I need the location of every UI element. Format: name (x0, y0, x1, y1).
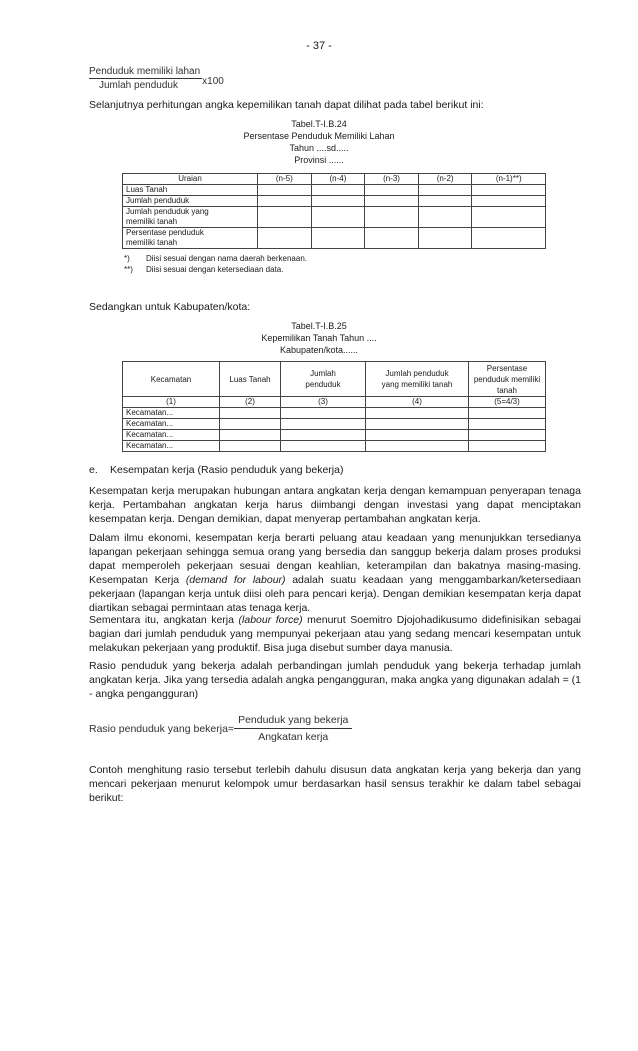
table-cell (258, 196, 312, 207)
footnote-mark: **) (124, 265, 133, 274)
header-line: Luas Tanah (229, 374, 271, 384)
table-header-row (123, 174, 546, 185)
header-line: Persentase (486, 363, 528, 373)
header-line: Kecamatan (150, 374, 192, 384)
row-label: Luas Tanah (123, 185, 258, 196)
header-cell: (n-5) (258, 174, 312, 185)
table-row (123, 441, 546, 452)
table-cell (258, 207, 312, 228)
header-cell: Uraian (123, 174, 258, 185)
table1-caption-line: Persentase Penduduk Memiliki Lahan (243, 131, 395, 141)
table-cell (418, 185, 472, 196)
table-cell (258, 185, 312, 196)
table-cell (258, 228, 312, 249)
header-cell (281, 362, 366, 397)
table1-caption-line: Tahun ....sd..... (289, 143, 349, 153)
table2-caption (0, 320, 638, 356)
table1-caption-line: Tabel.T-I.B.24 (291, 119, 347, 129)
header-cell (469, 362, 546, 397)
table-row (123, 419, 546, 430)
formula-denominator: Jumlah penduduk (99, 80, 178, 91)
section-e-heading (89, 464, 343, 476)
table-cell (472, 196, 546, 207)
table-row (123, 228, 546, 249)
table-cell (365, 196, 419, 207)
table2-caption-line: Kabupaten/kota...... (279, 345, 359, 355)
header-cell: (n-1)**) (472, 174, 546, 185)
table-cell (365, 185, 419, 196)
row-label (123, 228, 258, 249)
table-cell (366, 441, 469, 452)
header-cell (220, 362, 281, 397)
table-cell (365, 228, 419, 249)
footnote-text: Diisi sesuai dengan ketersediaan data. (146, 265, 284, 274)
table1-footnotes (124, 253, 307, 275)
footnote (124, 253, 307, 264)
italic-term: (labour force) (238, 614, 303, 626)
ownership-formula (89, 66, 224, 91)
table-cell (469, 408, 546, 419)
text-segment: menurut Soemitro Djojohadikusumo didefinisikan sebagai bagian dari jumlah penduduk yang mempunyai pekerjaan atau yang sedang mencari kesempatan untuk melakukan pekerjaan yang produktif. Bisa juga disebut sumber daya manusia. (89, 614, 581, 654)
row-label-line: Jumlah penduduk yang (126, 207, 209, 216)
header-cell: (n-3) (365, 174, 419, 185)
formula-multiplier: x100 (202, 76, 224, 87)
ratio-formula (89, 714, 352, 743)
table-cell (469, 430, 546, 441)
table-cell (472, 185, 546, 196)
header-line: Jumlah (310, 369, 336, 378)
table-cell (472, 228, 546, 249)
formula-fraction (89, 66, 202, 91)
column-number: (5=4/3) (469, 397, 546, 408)
table-cell (220, 419, 281, 430)
formula-denominator: Angkatan kerja (258, 731, 329, 743)
table-row (123, 430, 546, 441)
column-number: (3) (281, 397, 366, 408)
footnote-text: Diisi sesuai dengan nama daerah berkenaan. (146, 254, 307, 263)
land-ownership-table (122, 173, 546, 249)
header-cell (366, 362, 469, 397)
header-line: penduduk (305, 380, 341, 389)
table2-caption-line: Kepemilikan Tanah Tahun .... (261, 333, 377, 343)
row-label: Kecamatan... (123, 419, 220, 430)
column-number: (1) (123, 397, 220, 408)
footnote-mark: *) (124, 254, 130, 263)
table-row (123, 185, 546, 196)
header-line: yang memiliki tanah (381, 380, 453, 389)
section-letter: e. (89, 464, 98, 476)
paragraph-economics (89, 531, 581, 615)
section-title: Kesempatan kerja (Rasio penduduk yang bekerja) (110, 464, 344, 476)
row-label: Kecamatan... (123, 408, 220, 419)
table-cell (469, 441, 546, 452)
header-line: Jumlah penduduk (385, 369, 449, 378)
table-cell (469, 419, 546, 430)
table-header-row (123, 362, 546, 397)
text-segment: adalah suatu keadaan yang menggambarkan/ketersediaan pekerjaan (lapangan kerja untuk diisi oleh para pencari kerja). Dengan demikian kesempatan kerja dapat diartikan sebagai permintaan atas tenaga kerja. (89, 574, 581, 614)
table2-caption-line: Tabel.T-I.B.25 (291, 321, 347, 331)
table-cell (366, 408, 469, 419)
header-line: penduduk memiliki (473, 374, 541, 384)
text-segment: Dalam ilmu ekonomi, kesempatan kerja berarti peluang atau keadaan yang menunjukkan tersedianya lapangan pekerjaan sehingga semua orang yang bersedia dan sanggup bekerja dalam proses produksi dapat memperoleh pekerjaan sesuai dengan keahlian, keterampilan dan bakatnya masing-masing. Kesempatan Kerja (89, 532, 581, 586)
table-cell (365, 207, 419, 228)
formula-lhs: Rasio penduduk yang bekerja= (89, 722, 235, 735)
formula-fraction (234, 714, 352, 743)
table-cell (281, 419, 366, 430)
header-cell: (n-4) (311, 174, 365, 185)
page-number: - 37 - (306, 40, 332, 52)
italic-term: (demand for labour) (185, 574, 286, 586)
table-cell (281, 430, 366, 441)
formula-numerator: Penduduk memiliki lahan (89, 66, 201, 77)
table-cell (366, 430, 469, 441)
formula-numerator: Penduduk yang bekerja (234, 714, 352, 729)
row-label: Jumlah penduduk (123, 196, 258, 207)
intro-paragraph: Selanjutnya perhitungan angka kepemilikan tanah dapat dilihat pada tabel berikut ini: (89, 99, 484, 111)
table-cell (220, 441, 281, 452)
kabupaten-intro: Sedangkan untuk Kabupaten/kota: (89, 301, 251, 313)
footnote (124, 264, 307, 275)
header-line: tanah (496, 385, 518, 395)
row-label-line: Persentase penduduk (126, 228, 204, 237)
paragraph-ratio: Rasio penduduk yang bekerja adalah perbandingan jumlah penduduk yang bekerja terhadap jumlah angkatan kerja. Jika yang tersedia adalah angka pengangguran, maka angka yang digunakan adalah = (1 - angka pengangguran) (89, 660, 581, 700)
paragraph-employment: Kesempatan kerja merupakan hubungan antara angkatan kerja dengan kemampuan penyerapan tenaga kerja. Pertambahan angkatan kerja harus diimbangi dengan investasi yang dapat menciptakan kesempatan kerja. Dengan demikian, dapat menyerap pertambahan angkatan kerja. (89, 485, 581, 525)
table-cell (281, 441, 366, 452)
row-label (123, 207, 258, 228)
table-cell (418, 228, 472, 249)
table-cell (281, 408, 366, 419)
table-cell (311, 196, 365, 207)
row-label: Kecamatan... (123, 430, 220, 441)
table-cell (366, 419, 469, 430)
header-cell: (n-2) (418, 174, 472, 185)
row-label-line: memiliki tanah (126, 217, 178, 226)
column-number: (4) (366, 397, 469, 408)
table-cell (418, 207, 472, 228)
table-cell (472, 207, 546, 228)
paragraph-example: Contoh menghitung rasio tersebut terlebih dahulu disusun data angkatan kerja yang bekerja dan yang mencari pekerjaan menurut kelompok umur berdasarkan hasil sensus terakhir ke dalam tabel sebagai berikut: (89, 764, 581, 804)
table-row (123, 408, 546, 419)
text-segment: Sementara itu, angkatan kerja (89, 614, 239, 626)
table1-caption (0, 118, 638, 166)
table-cell (220, 430, 281, 441)
column-number: (2) (220, 397, 281, 408)
row-label-line: memiliki tanah (126, 238, 178, 247)
table-cell (220, 408, 281, 419)
paragraph-labour-force (89, 613, 581, 655)
header-cell (123, 362, 220, 397)
table1-caption-line: Provinsi ...... (294, 155, 344, 165)
table-cell (311, 228, 365, 249)
column-number-row (123, 397, 546, 408)
kabupaten-land-table (122, 361, 546, 452)
table-cell (311, 207, 365, 228)
table-cell (311, 185, 365, 196)
table-row (123, 196, 546, 207)
row-label: Kecamatan... (123, 441, 220, 452)
table-row (123, 207, 546, 228)
table-cell (418, 196, 472, 207)
